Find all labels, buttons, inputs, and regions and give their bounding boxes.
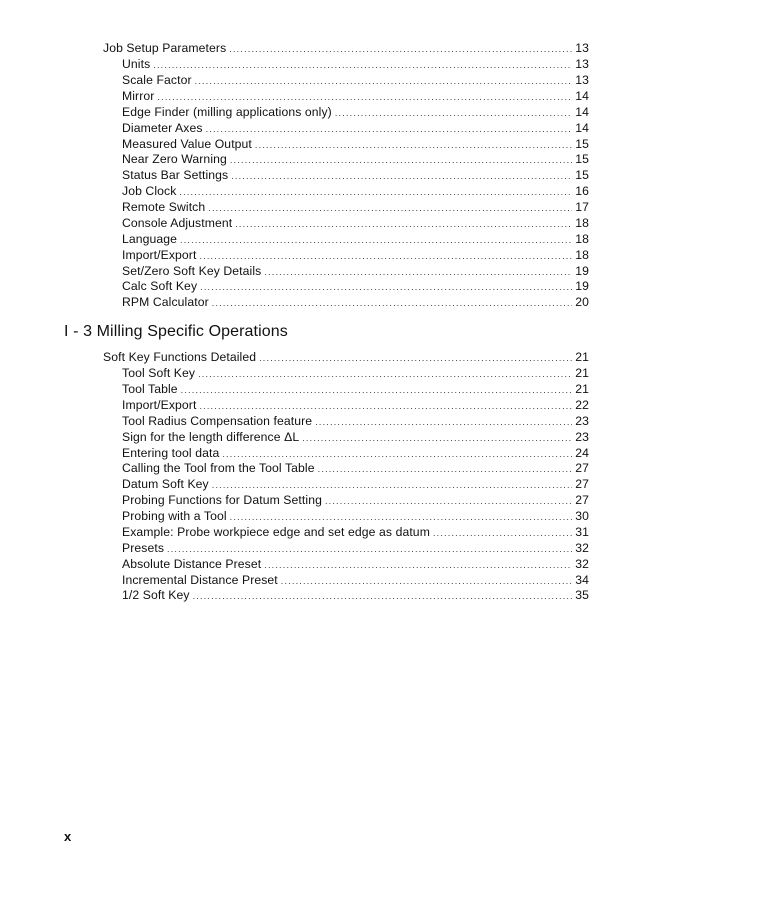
toc-page-number: 16 bbox=[575, 184, 589, 198]
toc-entry[interactable] bbox=[122, 248, 589, 263]
toc-entry[interactable] bbox=[122, 493, 589, 508]
toc-page-number: 31 bbox=[575, 525, 589, 539]
toc-page-number: 15 bbox=[575, 152, 589, 166]
toc-page-number: 35 bbox=[575, 588, 589, 602]
toc-entry[interactable] bbox=[122, 430, 589, 445]
dot-leader bbox=[212, 478, 572, 493]
dot-leader bbox=[208, 201, 572, 216]
toc-page-number: 21 bbox=[575, 382, 589, 396]
toc-entry[interactable] bbox=[122, 184, 589, 199]
toc-entry[interactable] bbox=[103, 350, 589, 365]
toc-entry-title: Tool Radius Compensation feature bbox=[122, 414, 313, 428]
toc-page-number: 34 bbox=[575, 573, 589, 587]
toc-entry[interactable] bbox=[122, 573, 589, 588]
toc-page-number: 18 bbox=[575, 248, 589, 262]
dot-leader bbox=[231, 169, 572, 184]
toc-entry[interactable] bbox=[122, 366, 589, 381]
toc-page-number: 27 bbox=[575, 477, 589, 491]
toc-entry-title: Calling the Tool from the Tool Table bbox=[122, 461, 315, 475]
dot-leader bbox=[433, 526, 572, 541]
toc-entry-title: Diameter Axes bbox=[122, 121, 203, 135]
dot-leader bbox=[235, 217, 572, 232]
toc-entry[interactable] bbox=[122, 137, 589, 152]
toc-page-number: 13 bbox=[575, 73, 589, 87]
dot-leader bbox=[198, 367, 572, 382]
toc-page-number: 23 bbox=[575, 430, 589, 444]
dot-leader bbox=[153, 58, 572, 73]
toc-entry[interactable] bbox=[122, 264, 589, 279]
toc-page-number: 21 bbox=[575, 366, 589, 380]
dot-leader bbox=[281, 574, 572, 589]
toc-entry-title: Set/Zero Soft Key Details bbox=[122, 264, 262, 278]
toc-page-number: 15 bbox=[575, 137, 589, 151]
toc-entry-title: Calc Soft Key bbox=[122, 279, 198, 293]
toc-entry[interactable] bbox=[122, 382, 589, 397]
toc-entry-title: Tool Table bbox=[122, 382, 178, 396]
toc-entry[interactable] bbox=[122, 461, 589, 476]
toc-entry[interactable] bbox=[122, 279, 589, 294]
toc-entry-title: Import/Export bbox=[122, 398, 197, 412]
toc-page-number: 14 bbox=[575, 89, 589, 103]
toc-entry-title: Scale Factor bbox=[122, 73, 192, 87]
toc-entry-title: Probing with a Tool bbox=[122, 509, 227, 523]
toc-entry-title: Absolute Distance Preset bbox=[122, 557, 262, 571]
toc-entry-title: Console Adjustment bbox=[122, 216, 233, 230]
dot-leader bbox=[179, 185, 572, 200]
dot-leader bbox=[167, 542, 572, 557]
toc-page-number: 27 bbox=[575, 493, 589, 507]
toc-page-number: 27 bbox=[575, 461, 589, 475]
dot-leader bbox=[230, 153, 572, 168]
toc-page-number: 19 bbox=[575, 264, 589, 278]
toc-entry[interactable] bbox=[122, 588, 589, 603]
toc-entry-title: Units bbox=[122, 57, 151, 71]
toc-page-number: 17 bbox=[575, 200, 589, 214]
toc-entry-title: Language bbox=[122, 232, 178, 246]
toc-entry-title: Import/Export bbox=[122, 248, 197, 262]
dot-leader bbox=[199, 399, 572, 414]
toc-page-number: 13 bbox=[575, 57, 589, 71]
dot-leader bbox=[195, 74, 572, 89]
toc-entry-title: Probing Functions for Datum Setting bbox=[122, 493, 322, 507]
toc-entry[interactable] bbox=[122, 105, 589, 120]
toc-entry-title: Sign for the length difference ΔL bbox=[122, 430, 300, 444]
toc-entry[interactable] bbox=[122, 168, 589, 183]
toc-entry[interactable] bbox=[122, 152, 589, 167]
toc-page-number: 14 bbox=[575, 105, 589, 119]
toc-entry-title: Datum Soft Key bbox=[122, 477, 209, 491]
dot-leader bbox=[157, 90, 572, 105]
toc-entry-title: Example: Probe workpiece edge and set edge as datum bbox=[122, 525, 430, 539]
toc-page-number: 19 bbox=[575, 279, 589, 293]
toc-entry[interactable] bbox=[122, 398, 589, 413]
toc-entry[interactable] bbox=[122, 57, 589, 72]
toc-entry[interactable] bbox=[122, 232, 589, 247]
toc-page-number: 20 bbox=[575, 295, 589, 309]
dot-leader bbox=[193, 589, 572, 604]
toc-entry[interactable] bbox=[122, 89, 589, 104]
page-number: x bbox=[64, 829, 72, 844]
toc-page-number: 18 bbox=[575, 232, 589, 246]
toc-page-number: 15 bbox=[575, 168, 589, 182]
toc-entry[interactable] bbox=[122, 73, 589, 88]
dot-leader bbox=[259, 351, 572, 366]
toc-entry[interactable] bbox=[122, 541, 589, 556]
dot-leader bbox=[264, 265, 572, 280]
toc-page-number: 18 bbox=[575, 216, 589, 230]
toc-entry-title: Presets bbox=[122, 541, 165, 555]
toc-entry-title: Soft Key Functions Detailed bbox=[103, 350, 257, 364]
toc-entry[interactable] bbox=[122, 200, 589, 215]
dot-leader bbox=[180, 233, 572, 248]
toc-entry-title: Mirror bbox=[122, 89, 155, 103]
dot-leader bbox=[264, 558, 572, 573]
toc-entry-title: Tool Soft Key bbox=[122, 366, 196, 380]
toc-page-number: 32 bbox=[575, 541, 589, 555]
dot-leader bbox=[222, 447, 572, 462]
dot-leader bbox=[318, 462, 572, 477]
toc-entry-title: Edge Finder (milling applications only) bbox=[122, 105, 332, 119]
toc-entry[interactable] bbox=[122, 477, 589, 492]
section-heading[interactable]: I - 3 Milling Specific Operations bbox=[64, 323, 288, 340]
toc-entry-title: Near Zero Warning bbox=[122, 152, 227, 166]
dot-leader bbox=[230, 510, 572, 525]
toc-entry-title: 1/2 Soft Key bbox=[122, 588, 190, 602]
toc-entry[interactable] bbox=[103, 41, 589, 56]
dot-leader bbox=[315, 415, 572, 430]
toc-entry[interactable] bbox=[122, 509, 589, 524]
dot-leader bbox=[302, 431, 572, 446]
dot-leader bbox=[206, 122, 572, 137]
toc-entry-title: Remote Switch bbox=[122, 200, 206, 214]
toc-page-number: 13 bbox=[575, 41, 589, 55]
toc-entry-title: Entering tool data bbox=[122, 446, 220, 460]
toc-entry[interactable] bbox=[122, 295, 589, 310]
dot-leader bbox=[255, 138, 572, 153]
toc-entry-title: Incremental Distance Preset bbox=[122, 573, 278, 587]
toc-page-number: 30 bbox=[575, 509, 589, 523]
toc-page-number: 14 bbox=[575, 121, 589, 135]
toc-entry[interactable] bbox=[122, 525, 589, 540]
toc-entry-title: Job Setup Parameters bbox=[103, 41, 227, 55]
toc-entry-title: Status Bar Settings bbox=[122, 168, 229, 182]
toc-page-number: 23 bbox=[575, 414, 589, 428]
toc-page-number: 32 bbox=[575, 557, 589, 571]
dot-leader bbox=[325, 494, 572, 509]
dot-leader bbox=[212, 296, 572, 311]
toc-entry[interactable] bbox=[122, 216, 589, 231]
toc-page-number: 21 bbox=[575, 350, 589, 364]
toc-entry-title: RPM Calculator bbox=[122, 295, 209, 309]
toc-entry[interactable] bbox=[122, 557, 589, 572]
toc-page-number: 24 bbox=[575, 446, 589, 460]
toc-entry[interactable] bbox=[122, 446, 589, 461]
toc-entry-title: Measured Value Output bbox=[122, 137, 252, 151]
dot-leader bbox=[200, 280, 572, 295]
toc-entry[interactable] bbox=[122, 414, 589, 429]
toc-entry[interactable] bbox=[122, 121, 589, 136]
dot-leader bbox=[181, 383, 572, 398]
dot-leader bbox=[229, 42, 572, 57]
dot-leader bbox=[199, 249, 572, 264]
toc-page-number: 22 bbox=[575, 398, 589, 412]
dot-leader bbox=[335, 106, 572, 121]
toc-entry-title: Job Clock bbox=[122, 184, 177, 198]
